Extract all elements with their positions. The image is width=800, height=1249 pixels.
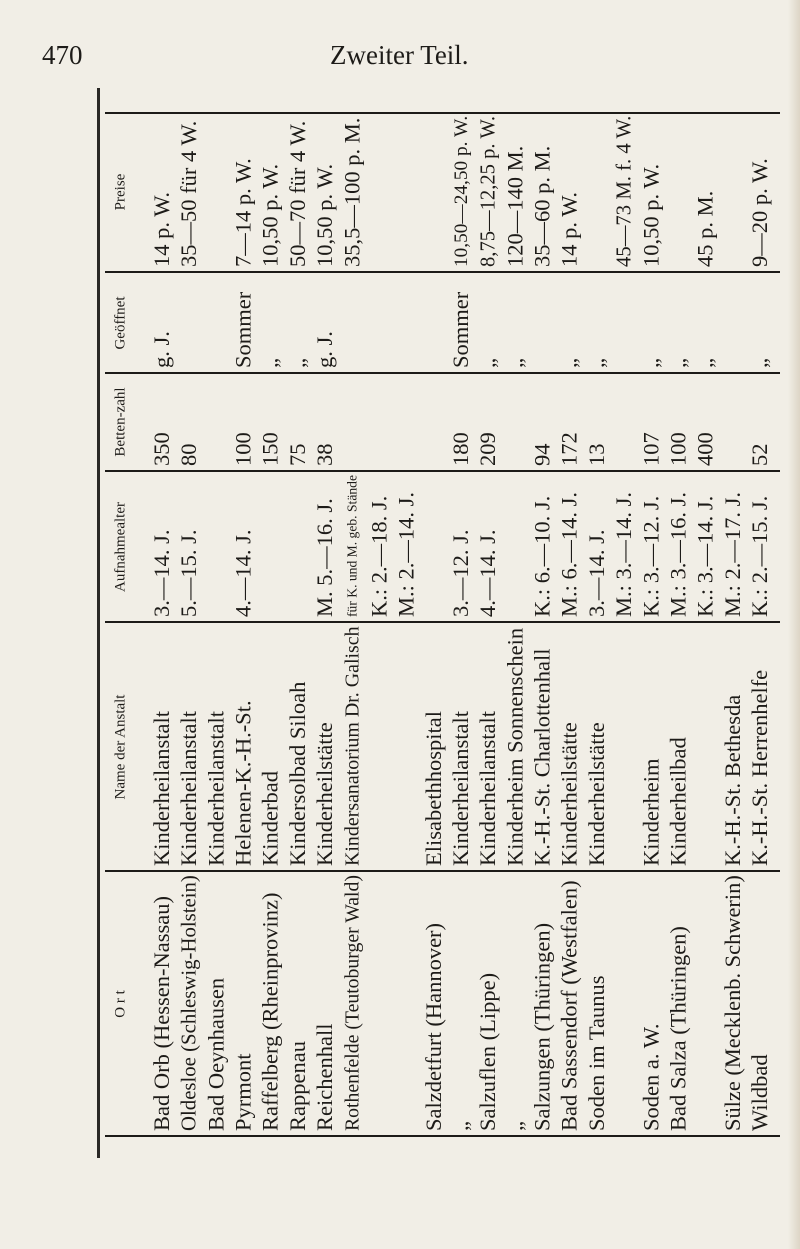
cell-aufnahme: für K. und M. geb. Stände [344,475,360,617]
cell-geoeffnet: „ [583,358,609,368]
cell-ort: Soden a. W. [638,1023,664,1131]
cell-name: Helenen-K.-H.-St. [230,700,256,866]
cell-aufnahme: 3.—12. J. [448,529,473,617]
column-divider [105,372,780,374]
cell-preis: 10,50—24,50 p. W. [449,115,472,268]
cell-ort: Bad Orb (Hessen-Nassau) [149,896,174,1131]
cell-name: K.-H.-St. Charlottenhall [529,648,555,866]
cell-preis: 35—50 für 4 W. [176,120,202,267]
cell-geoeffnet: „ [475,358,501,368]
cell-ort: Bad Salza (Thüringen) [665,926,691,1131]
table-bottom-rule [105,1135,780,1137]
cell-name: Kindersolbad Siloah [284,681,310,866]
cell-betten: 94 [529,443,555,466]
cell-betten: 350 [149,432,174,466]
cell-geoeffnet: „ [257,358,283,368]
header-geoeffnet-label: Geöffnet [112,295,129,350]
cell-name: Kinderheilbad [665,737,691,866]
cell-ort: Sülze (Mecklenb. Schwerin) [719,875,745,1131]
header-name-label: Name der Anstalt [112,694,129,799]
cell-betten: 75 [284,443,310,466]
column-name [0,624,800,868]
cell-aufnahme: M.: 2.—17. J. [719,491,745,617]
cell-aufnahme: K.: 3.—12. J. [638,495,664,617]
cell-name: Kinderheim [638,758,664,866]
cell-ort: Salzdetfurt (Hannover) [420,922,446,1131]
page-number: 470 [42,40,83,70]
cell-name: Kinderheilanstalt [475,711,501,866]
column-divider [105,870,780,872]
cell-ort: Salzungen (Thüringen) [529,922,555,1131]
cell-name: Kinderbad [257,771,283,866]
cell-ort: Bad Sassendorf (Westfalen) [556,880,582,1131]
cell-ort: Rappenau [284,1041,310,1131]
cell-betten: 150 [257,432,283,466]
cell-ort: Soden im Taunus [583,975,609,1131]
cell-preis: 8,75—12,25 p. W. [476,115,500,268]
cell-geoeffnet: „ [556,358,582,368]
cell-name: Kinderheim Sonnenschein [502,627,528,866]
cell-preis: 10,50 p. W. [638,163,664,267]
column-divider [105,470,780,472]
cell-preis: 50—70 für 4 W. [284,120,310,267]
header-ort-label: O r t [112,989,129,1018]
cell-betten: 13 [583,443,609,466]
cell-name: Kinderheilstätte [556,722,582,866]
cell-preis: 9—20 p. W. [747,158,772,267]
cell-betten: 180 [448,432,473,466]
cell-betten: 52 [747,443,772,466]
cell-geoeffnet: g. J. [149,331,174,368]
cell-name: Kinderheilstätte [583,722,609,866]
cell-aufnahme: M. 5.—16. J. [312,498,338,617]
cell-betten: 38 [312,443,338,466]
cell-betten: 80 [176,443,202,466]
cell-ort: Raffelberg (Rheinprovinz) [257,892,283,1131]
cell-betten: 400 [692,432,718,466]
cell-geoeffnet: „ [665,358,691,368]
column-preise [0,114,800,269]
cell-name: K.-H.-St. Herrenhelfe [747,669,772,866]
cell-name: Kinderheilstätte [312,722,338,866]
cell-geoeffnet: „ [502,358,528,368]
cell-preis: 35—60 p. M. [529,145,555,267]
column-divider [105,621,780,623]
cell-geoeffnet: „ [284,358,310,368]
cell-betten: 100 [230,432,256,466]
running-head: Zweiter Teil. [330,40,469,70]
cell-preis: 10,50 p. W. [257,163,283,267]
cell-ort: Rothenfelde (Teutoburger Wald) [340,875,363,1131]
cell-name: Elisabethhospital [420,711,446,866]
cell-preis: 14 p. W. [556,191,582,267]
cell-ort: Oldesloe (Schleswig-Holstein) [177,875,201,1131]
column-geoeffnet [0,274,800,370]
cell-aufnahme: M.: 6.—14. J. [556,491,582,617]
cell-ort: Salzuflen (Lippe) [475,972,501,1131]
cell-name: Kinderheilanstalt [203,711,229,866]
cell-preis: 35,5—100 p. M. [339,117,365,267]
cell-aufnahme: K.: 6.—10. J. [529,495,555,617]
cell-preis: 45—73 M. f. 4 W. [612,115,636,267]
cell-preis: 10,50 p. W. [312,163,338,267]
column-aufnahme [0,473,800,619]
cell-name: Kinderheilanstalt [448,711,473,866]
cell-aufnahme: 4.—14. J. [475,529,501,617]
header-preise-label: Preise [112,173,129,210]
cell-name: Kinderheilanstalt [149,711,174,866]
cell-name: K.-H.-St. Bethesda [719,694,745,866]
header-aufnahme-label: Aufnahmealter [112,501,129,592]
cell-geoeffnet: „ [747,358,772,368]
cell-preis: 45 p. M. [692,190,718,267]
cell-geoeffnet: Sommer [230,291,256,368]
cell-aufnahme: 5.—15. J. [176,529,202,617]
column-betten [0,375,800,468]
column-ort [0,873,800,1133]
cell-betten: 209 [475,432,501,466]
cell-geoeffnet: „ [692,358,718,368]
cell-aufnahme: 3.—14. J. [583,529,609,617]
cell-aufnahme: 3.—14. J. [149,529,174,617]
cell-aufnahme: K.: 2.—15. J. [747,495,772,617]
cell-ort: Reichenhall [312,1023,338,1131]
cell-ort: Pyrmont [230,1053,256,1131]
cell-name: Kinderheilanstalt [176,711,202,866]
cell-aufnahme: M.: 2.—14. J. [393,491,419,617]
cell-aufnahme: 4.—14. J. [230,529,256,617]
cell-geoeffnet: „ [638,358,664,368]
header-betten-label: Betten-zahl [112,387,129,457]
cell-aufnahme: K.: 2.—18. J. [366,495,392,617]
cell-ort: „ [448,1121,473,1131]
column-divider [105,271,780,273]
cell-preis: 14 p. W. [149,191,174,267]
cell-ort: „ [502,1121,528,1131]
cell-preis: 120—140 M. [502,145,528,267]
cell-betten: 107 [638,432,664,466]
cell-ort: Bad Oeynhausen [203,977,229,1131]
cell-geoeffnet: g. J. [312,331,338,368]
cell-name: Kindersanatorium Dr. Galisch [340,626,363,866]
cell-geoeffnet: Sommer [448,291,473,368]
cell-betten: 172 [556,432,582,466]
cell-betten: 100 [665,432,691,466]
cell-preis: 7—14 p. W. [230,158,256,267]
cell-aufnahme: M.: 3.—16. J. [665,491,691,617]
cell-aufnahme: M.: 3.—14. J. [611,491,637,617]
cell-ort: Wildbad [747,1054,772,1131]
cell-aufnahme: K.: 3.—14. J. [692,495,718,617]
